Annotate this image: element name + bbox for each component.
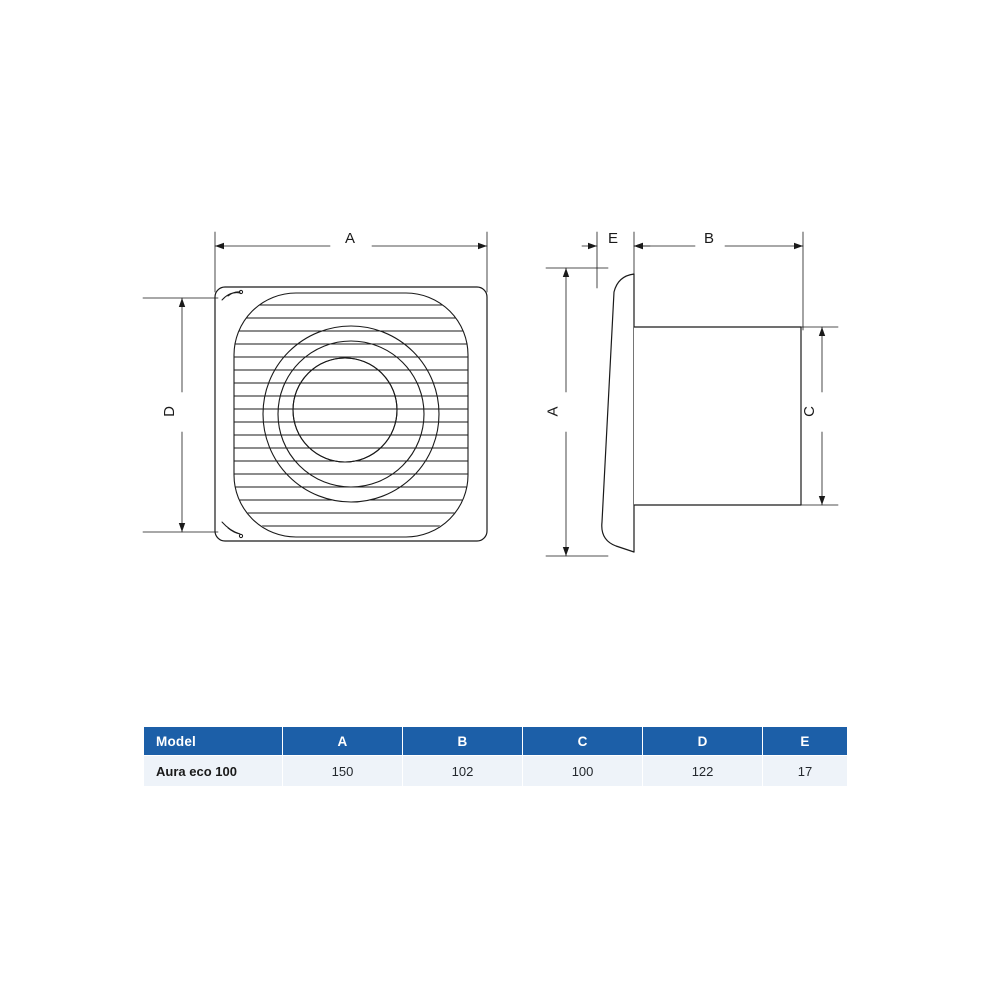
front-corner-screw-bottom-left — [222, 522, 243, 538]
front-dim-D-extension-lines — [143, 298, 218, 532]
label-side-A: A — [544, 406, 562, 417]
label-side-B: B — [704, 230, 715, 247]
cell-d: 122 — [643, 756, 763, 787]
label-front-A: A — [345, 230, 356, 247]
table-header-e: E — [763, 727, 848, 756]
side-front-bezel — [602, 274, 634, 552]
table-header-row — [144, 727, 848, 756]
dimensions-table — [143, 726, 848, 787]
side-dim-A-line — [563, 268, 569, 556]
cell-model: Aura eco 100 — [144, 756, 283, 787]
table-header-b: B — [403, 727, 523, 756]
cell-c: 100 — [523, 756, 643, 787]
side-dim-B-line — [634, 243, 803, 249]
label-side-E: E — [608, 230, 619, 247]
cell-b: 102 — [403, 756, 523, 787]
label-front-D: D — [160, 406, 178, 417]
cell-a: 150 — [283, 756, 403, 787]
table-header-d: D — [643, 727, 763, 756]
label-side-C: C — [800, 406, 818, 417]
table-header-model: Model — [144, 727, 283, 756]
front-dim-D-line — [179, 298, 185, 532]
side-dim-C-line — [819, 327, 825, 505]
table-row — [144, 756, 848, 787]
table-header-a: A — [283, 727, 403, 756]
front-corner-screw-top-left — [222, 290, 243, 300]
side-duct-body — [634, 327, 801, 505]
cell-e: 17 — [763, 756, 848, 787]
table-header-c: C — [523, 727, 643, 756]
